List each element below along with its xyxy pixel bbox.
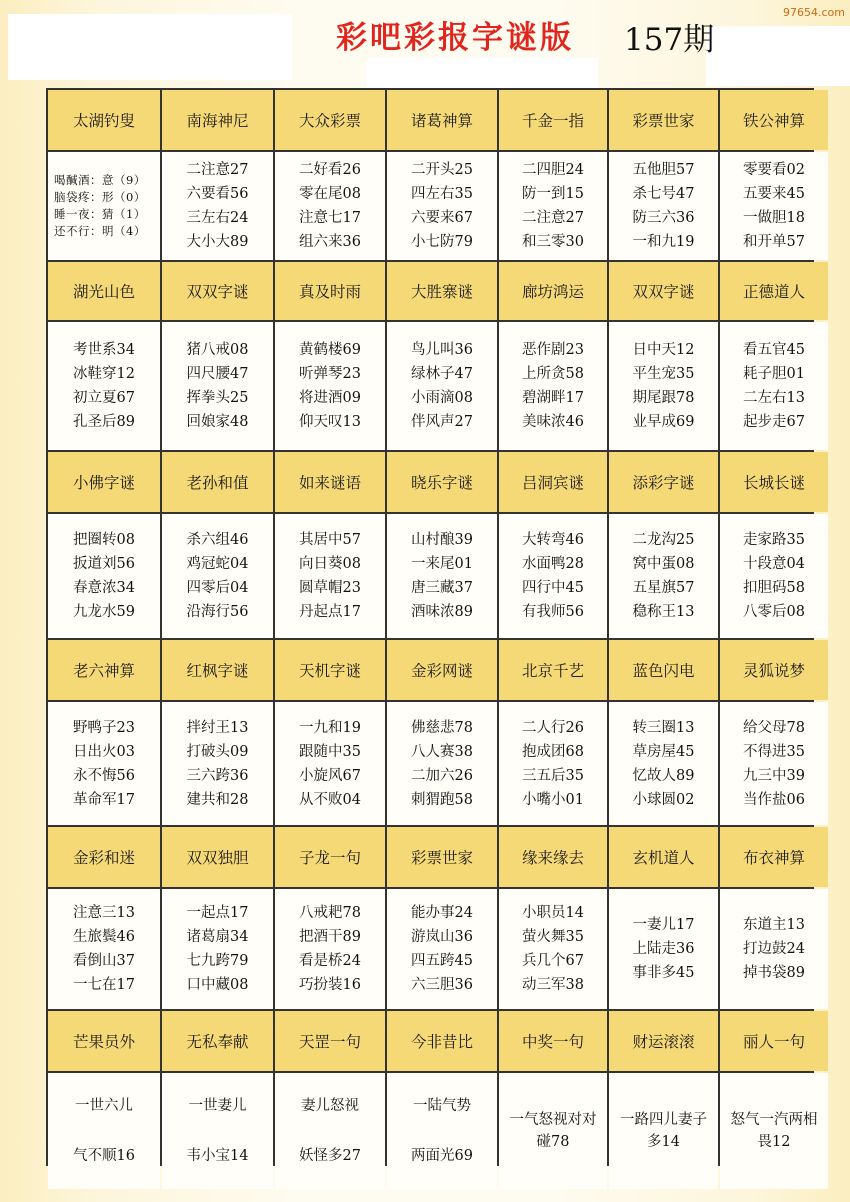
riddle-line: 佛慈悲78 (411, 719, 473, 736)
riddle-line: 扳道刘56 (73, 556, 135, 572)
column-header: 大众彩票 (275, 90, 385, 150)
prediction-cell (609, 1073, 718, 1189)
prediction-cell (275, 702, 385, 825)
column-header: 双双独胆 (162, 827, 273, 887)
riddle-line: 刺猬跑58 (411, 791, 473, 808)
column-header: 子龙一句 (275, 827, 385, 887)
prediction-cell (48, 889, 160, 1009)
prediction-cell (609, 889, 718, 1009)
column-header: 正德道人 (720, 262, 828, 320)
riddle-line: 挥拳头25 (186, 390, 249, 406)
prediction-cell (48, 702, 160, 825)
riddle-line: 睡一夜：猜（1） (54, 207, 146, 221)
riddle-line: 二人行26 (522, 719, 584, 736)
riddle-line: 一和九19 (632, 234, 695, 250)
column-header: 如来谜语 (275, 452, 385, 512)
riddle-line: 喝醎酒：意（9） (54, 173, 146, 187)
column-header: 玄机道人 (609, 827, 718, 887)
column-header: 天罡一句 (275, 1011, 385, 1071)
riddle-line: 革命军17 (73, 791, 135, 808)
riddle-line: 事非多45 (632, 965, 695, 981)
riddle-line: 唐三藏37 (411, 580, 473, 596)
riddle-line: 碧湖畔17 (522, 390, 584, 406)
prediction-cell (499, 1073, 607, 1189)
column-header: 南海神尼 (162, 90, 273, 150)
prediction-cell (48, 1073, 160, 1189)
riddle-line: 零要看02 (743, 162, 805, 178)
riddle-line: 建共和28 (186, 791, 249, 808)
riddle-line: 黄鹤楼69 (299, 342, 361, 358)
prediction-cell (162, 322, 273, 450)
riddle-line: 小雨滴08 (411, 390, 473, 406)
riddle-line: 猪八戒08 (186, 342, 249, 358)
riddle-line: 六要来67 (411, 210, 473, 226)
riddle-line: 听弹琴23 (299, 366, 361, 382)
riddle-line: 八人赛38 (411, 743, 473, 760)
column-header: 太湖钓叟 (48, 90, 160, 150)
riddle-line: 有我师56 (522, 604, 584, 620)
prediction-cell (387, 514, 497, 638)
riddle-line: 酒味浓89 (411, 604, 473, 620)
riddle-line: 二左右13 (743, 390, 805, 406)
riddle-line: 看是桥24 (299, 953, 361, 969)
prediction-cell (275, 1073, 385, 1189)
prediction-cell (275, 514, 385, 638)
column-header: 缘来缘去 (499, 827, 607, 887)
prediction-cell (162, 1073, 273, 1189)
column-header: 财运滚滚 (609, 1011, 718, 1071)
riddle-line: 生旅鬓46 (73, 929, 135, 945)
riddle-line: 期尾跟78 (632, 390, 695, 406)
prediction-cell (48, 322, 160, 450)
riddle-line: 气不顺16 (73, 1148, 135, 1164)
riddle-line: 九三中39 (743, 767, 805, 784)
riddle-line: 二好看26 (299, 162, 361, 178)
riddle-line: 掉书袋89 (743, 965, 805, 981)
riddle-line: 日出火03 (73, 743, 135, 760)
riddle-line: 拌纣王13 (186, 719, 249, 736)
prediction-cell (387, 1073, 497, 1189)
riddle-line: 五要来45 (743, 186, 805, 202)
column-header: 大胜寨谜 (387, 262, 497, 320)
riddle-line: 美味浓46 (522, 414, 584, 430)
riddle-line: 平生宠35 (632, 366, 695, 382)
riddle-line: 一路四儿妻子多14 (620, 1112, 707, 1150)
riddle-line: 一世妻儿 (188, 1098, 247, 1114)
column-header: 彩票世家 (387, 827, 497, 887)
riddle-line: 野鸭子23 (73, 719, 135, 736)
riddle-line: 转三圈13 (632, 719, 695, 736)
prediction-cell (609, 152, 718, 260)
riddle-line: 四尺腰47 (186, 366, 249, 382)
riddle-line: 耗子胆01 (743, 366, 805, 382)
riddle-line: 仰天叹13 (299, 414, 361, 430)
column-header: 彩票世家 (609, 90, 718, 150)
riddle-line: 东道主13 (743, 917, 805, 933)
riddle-line: 游岚山36 (411, 929, 473, 945)
prediction-cell (162, 702, 273, 825)
riddle-line: 还不行：明（4） (54, 224, 146, 238)
riddle-line: 三五后35 (522, 767, 584, 784)
riddle-line: 两面光69 (411, 1148, 473, 1164)
column-header: 铁公神算 (720, 90, 828, 150)
riddle-line: 萤火舞35 (522, 929, 584, 945)
watermark-text: 97654.com (783, 6, 845, 19)
prediction-cell (720, 322, 828, 450)
riddle-line: 兵几个67 (522, 953, 584, 969)
column-header: 千金一指 (499, 90, 607, 150)
prediction-cell (162, 514, 273, 638)
column-header: 今非昔比 (387, 1011, 497, 1071)
riddle-line: 水面鸭28 (522, 556, 584, 572)
riddle-line: 不得进35 (743, 743, 805, 760)
riddle-line: 绿林子47 (411, 366, 473, 382)
prediction-cell (387, 889, 497, 1009)
riddle-line: 巧扮装16 (299, 977, 361, 993)
riddle-line: 二注意27 (522, 210, 584, 226)
riddle-line: 防三六36 (632, 210, 695, 226)
riddle-line: 防一到15 (522, 186, 584, 202)
riddle-line: 三六跨36 (186, 767, 249, 784)
prediction-cell (275, 152, 385, 260)
riddle-line: 初立夏67 (73, 390, 135, 406)
prediction-cell (162, 152, 273, 260)
riddle-line: 向日葵08 (299, 556, 361, 572)
riddle-line: 业早成69 (632, 414, 695, 430)
riddle-line: 将进酒09 (299, 390, 361, 406)
riddle-line: 怒气一汽两相畏12 (730, 1112, 818, 1150)
prediction-cell (499, 514, 607, 638)
prediction-cell (387, 702, 497, 825)
prediction-cell (48, 152, 160, 260)
riddle-line: 看五官45 (743, 342, 805, 358)
riddle-line: 诸葛扇34 (186, 929, 249, 945)
riddle-line: 山村酿39 (411, 532, 473, 548)
riddle-line: 考世系34 (73, 342, 135, 358)
prediction-cell (609, 322, 718, 450)
column-header: 金彩网谜 (387, 640, 497, 700)
riddle-line: 八戒耙78 (299, 905, 361, 921)
prediction-cell (162, 889, 273, 1009)
riddle-line: 小嘴小01 (522, 791, 584, 808)
riddle-line: 一起点17 (186, 905, 249, 921)
column-header: 灵狐说梦 (720, 640, 828, 700)
column-header: 老孙和值 (162, 452, 273, 512)
riddle-line: 稳称王13 (632, 604, 695, 620)
column-header: 芒果员外 (48, 1011, 160, 1071)
column-header: 天机字谜 (275, 640, 385, 700)
page-title: 彩吧彩报字谜版 (336, 20, 574, 56)
prediction-cell (275, 322, 385, 450)
column-header: 小佛字谜 (48, 452, 160, 512)
prediction-cell (499, 152, 607, 260)
riddle-line: 一气怒视对对碰78 (509, 1112, 597, 1150)
riddle-line: 其居中57 (299, 532, 361, 548)
riddle-line: 草房屋45 (632, 743, 695, 760)
riddle-line: 把圈转08 (73, 532, 135, 548)
prediction-cell (499, 322, 607, 450)
prediction-cell (720, 889, 828, 1009)
riddle-line: 孔圣后89 (73, 414, 135, 430)
riddle-line: 四行中45 (522, 580, 584, 596)
prediction-cell (387, 152, 497, 260)
prediction-cell (48, 514, 160, 638)
riddle-line: 大小大89 (186, 234, 249, 250)
riddle-line: 上所贪58 (522, 366, 584, 382)
riddle-line: 二龙沟25 (632, 532, 695, 548)
riddle-line: 六三胆36 (411, 977, 473, 993)
riddle-line: 看倒山37 (73, 953, 135, 969)
riddle-line: 走家路35 (743, 532, 805, 548)
riddle-line: 组六来36 (299, 234, 361, 250)
riddle-line: 鸡冠蛇04 (186, 556, 249, 572)
prediction-cell (499, 889, 607, 1009)
riddle-line: 日中天12 (632, 342, 695, 358)
riddle-line: 能办事24 (411, 905, 473, 921)
riddle-line: 杀七号47 (632, 186, 695, 202)
prediction-cell (387, 322, 497, 450)
riddle-line: 零在尾08 (299, 186, 361, 202)
column-header: 无私奉献 (162, 1011, 273, 1071)
riddle-line: 四零后04 (186, 580, 249, 596)
riddle-line: 把酒干89 (299, 929, 361, 945)
riddle-line: 从不败04 (299, 791, 361, 808)
riddle-line: 大转弯46 (522, 532, 584, 548)
column-header: 金彩和迷 (48, 827, 160, 887)
prediction-cell (609, 702, 718, 825)
column-header: 红枫字谜 (162, 640, 273, 700)
riddle-line: 一陆气势 (413, 1098, 471, 1114)
riddle-line: 一九和19 (299, 719, 361, 736)
riddle-line: 杀六组46 (186, 532, 249, 548)
riddle-line: 和三零30 (522, 234, 584, 250)
riddle-line: 春意浓34 (73, 580, 135, 596)
riddle-line: 起步走67 (743, 414, 805, 430)
column-header: 布衣神算 (720, 827, 828, 887)
riddle-line: 沿海行56 (186, 604, 249, 620)
column-header: 老六神算 (48, 640, 160, 700)
riddle-line: 一世六儿 (75, 1098, 133, 1114)
riddle-line: 五他胆57 (632, 162, 695, 178)
column-header: 蓝色闪电 (609, 640, 718, 700)
riddle-table (46, 88, 818, 1166)
prediction-cell (720, 1073, 828, 1189)
riddle-line: 小球圆02 (632, 791, 695, 808)
riddle-line: 一妻儿17 (632, 917, 695, 933)
riddle-line: 八零后08 (743, 604, 805, 620)
riddle-line: 忆故人89 (632, 767, 695, 784)
prediction-cell (720, 514, 828, 638)
riddle-line: 二注意27 (186, 162, 249, 178)
column-header: 双双字谜 (162, 262, 273, 320)
column-header: 中奖一句 (499, 1011, 607, 1071)
column-header: 晓乐字谜 (387, 452, 497, 512)
riddle-line: 二开头25 (411, 162, 473, 178)
prediction-cell (499, 702, 607, 825)
blank-area-center (366, 58, 598, 90)
riddle-line: 一来尾01 (411, 556, 473, 572)
riddle-line: 十段意04 (743, 556, 805, 572)
column-header: 真及时雨 (275, 262, 385, 320)
riddle-line: 上陆走36 (632, 941, 695, 957)
riddle-line: 鸟儿叫36 (411, 342, 473, 358)
riddle-line: 窝中蛋08 (632, 556, 695, 572)
riddle-line: 四左右35 (411, 186, 473, 202)
prediction-cell (275, 889, 385, 1009)
column-header: 湖光山色 (48, 262, 160, 320)
column-header: 添彩字谜 (609, 452, 718, 512)
riddle-line: 永不悔56 (73, 767, 135, 784)
column-header: 诸葛神算 (387, 90, 497, 150)
riddle-line: 九龙水59 (73, 604, 135, 620)
riddle-line: 小旋风67 (299, 767, 361, 784)
riddle-line: 丹起点17 (299, 604, 361, 620)
blank-area-left (8, 14, 292, 80)
riddle-line: 小职员14 (522, 905, 584, 921)
riddle-line: 打破头09 (186, 743, 249, 760)
riddle-line: 四五跨45 (411, 953, 473, 969)
riddle-line: 抱成团68 (522, 743, 584, 760)
riddle-line: 二四胆24 (522, 162, 584, 178)
riddle-line: 冰鞋穿12 (73, 366, 135, 382)
riddle-line: 伴风声27 (411, 414, 473, 430)
column-header: 吕洞宾谜 (499, 452, 607, 512)
riddle-line: 动三军38 (522, 977, 584, 993)
riddle-line: 打边鼓24 (743, 941, 805, 957)
riddle-line: 当作盐06 (743, 791, 805, 808)
riddle-line: 七九跨79 (186, 953, 249, 969)
riddle-line: 一七在17 (73, 977, 135, 993)
column-header: 廊坊鸿运 (499, 262, 607, 320)
riddle-line: 跟随中35 (299, 743, 361, 760)
riddle-line: 给父母78 (743, 719, 805, 736)
riddle-line: 扣胆码58 (743, 580, 805, 596)
riddle-line: 注意三13 (73, 905, 135, 921)
column-header: 丽人一句 (720, 1011, 828, 1071)
riddle-line: 恶作剧23 (522, 342, 584, 358)
riddle-line: 六要看56 (186, 186, 249, 202)
column-header: 北京千艺 (499, 640, 607, 700)
riddle-line: 脑袋疼：形（0） (54, 190, 146, 204)
blank-area-right (706, 26, 850, 86)
prediction-cell (720, 152, 828, 260)
column-header: 双双字谜 (609, 262, 718, 320)
prediction-cell (609, 514, 718, 638)
issue-number: 157期 (624, 22, 715, 58)
riddle-line: 回娘家48 (186, 414, 249, 430)
riddle-line: 韦小宝14 (186, 1148, 249, 1164)
prediction-cell (720, 702, 828, 825)
riddle-line: 口中藏08 (186, 977, 249, 993)
riddle-line: 三左右24 (186, 210, 249, 226)
riddle-line: 一做胆18 (743, 210, 805, 226)
riddle-line: 和开单57 (743, 234, 805, 250)
riddle-line: 小七防79 (411, 234, 473, 250)
riddle-line: 注意七17 (299, 210, 361, 226)
riddle-line: 五星旗57 (632, 580, 695, 596)
riddle-line: 妖怪多27 (299, 1148, 361, 1164)
riddle-line: 二加六26 (411, 767, 473, 784)
riddle-line: 妻儿怒视 (301, 1098, 359, 1114)
column-header: 长城长谜 (720, 452, 828, 512)
riddle-line: 圆草帽23 (299, 580, 361, 596)
